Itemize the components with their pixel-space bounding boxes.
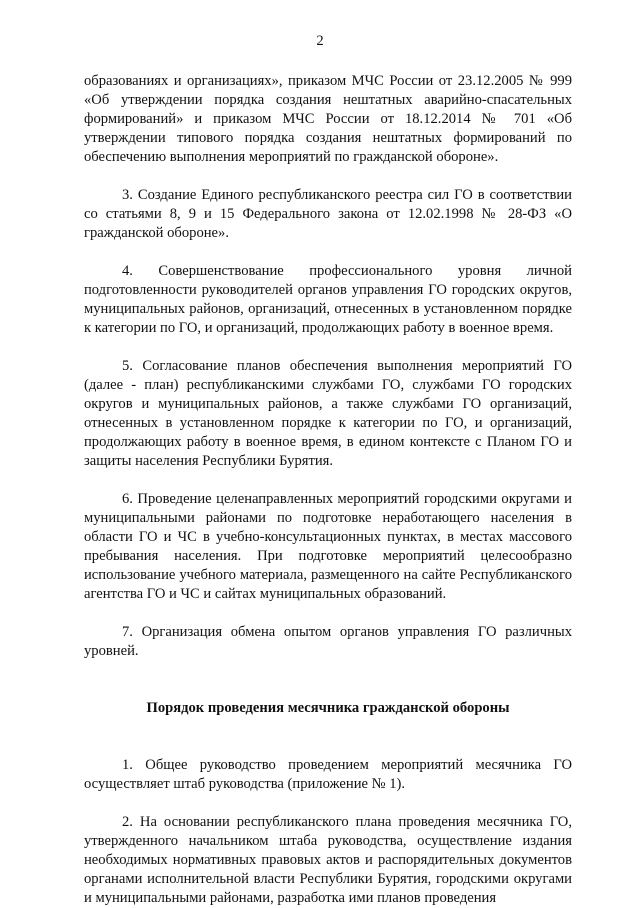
paragraph-item-4: 4. Совершенствование профессионального уровня личной подготовленности руководителей органов управления ГО городских округов, муниципальных районов, организаций, отнесенных в установленном порядке к категории по ГО, и организаций, продолжающих работу в военное время. (84, 263, 572, 336)
paragraph-section-item-1: 1. Общее руководство проведением мероприятий месячника ГО осуществляет штаб руководства (приложение № 1). (84, 757, 572, 792)
paragraph-item-5: 5. Согласование планов обеспечения выполнения мероприятий ГО (далее - план) республиканскими службами ГО, службами ГО городских округов и муниципальных районов, а также службами ГО организаций, отнесенных в установленном порядке к категории по ГО, и организаций, продолжающих работу в военное время, в едином контексте с Планом ГО и защиты населения Республики Бурятия. (84, 358, 572, 469)
paragraph-item-3: 3. Создание Единого республиканского реестра сил ГО в соответствии со статьями 8, 9 и 15 Федерального закона от 12.02.1998 № 28-ФЗ «О гражданской обороне». (84, 187, 572, 241)
document-body (84, 72, 572, 908)
section-heading: Порядок проведения месячника гражданской обороны (146, 700, 510, 716)
paragraph-continuation: образованиях и организациях», приказом МЧС России от 23.12.2005 № 999 «Об утверждении порядка создания нештатных аварийно-спасательных формирований» и приказом МЧС России от 18.12.2014 № 701 «Об утверждении типового порядка создания нештатных формирований по обеспечению выполнения мероприятий по гражданской обороне». (84, 73, 572, 165)
page-number: 2 (316, 33, 324, 49)
paragraph-item-6: 6. Проведение целенаправленных мероприятий городскими округами и муниципальными районами по подготовке неработающего населения в области ГО и ЧС в учебно-консультационных пунктах, в местах массового пребывания населения. При подготовке мероприятий целесообразно использование учебного материала, размещенного на сайте Республиканского агентства ГО и ЧС и сайтах муниципальных образований. (84, 491, 572, 602)
paragraph-item-7: 7. Организация обмена опытом органов управления ГО различных уровней. (84, 624, 572, 659)
paragraph-section-item-2: 2. На основании республиканского плана проведения месячника ГО, утвержденного начальником штаба руководства, осуществление издания необходимых нормативных правовых актов и распорядительных документов органами исполнительной власти Республики Бурятия, городскими округами и муниципальными районами, разработка ими планов проведения (84, 814, 572, 906)
